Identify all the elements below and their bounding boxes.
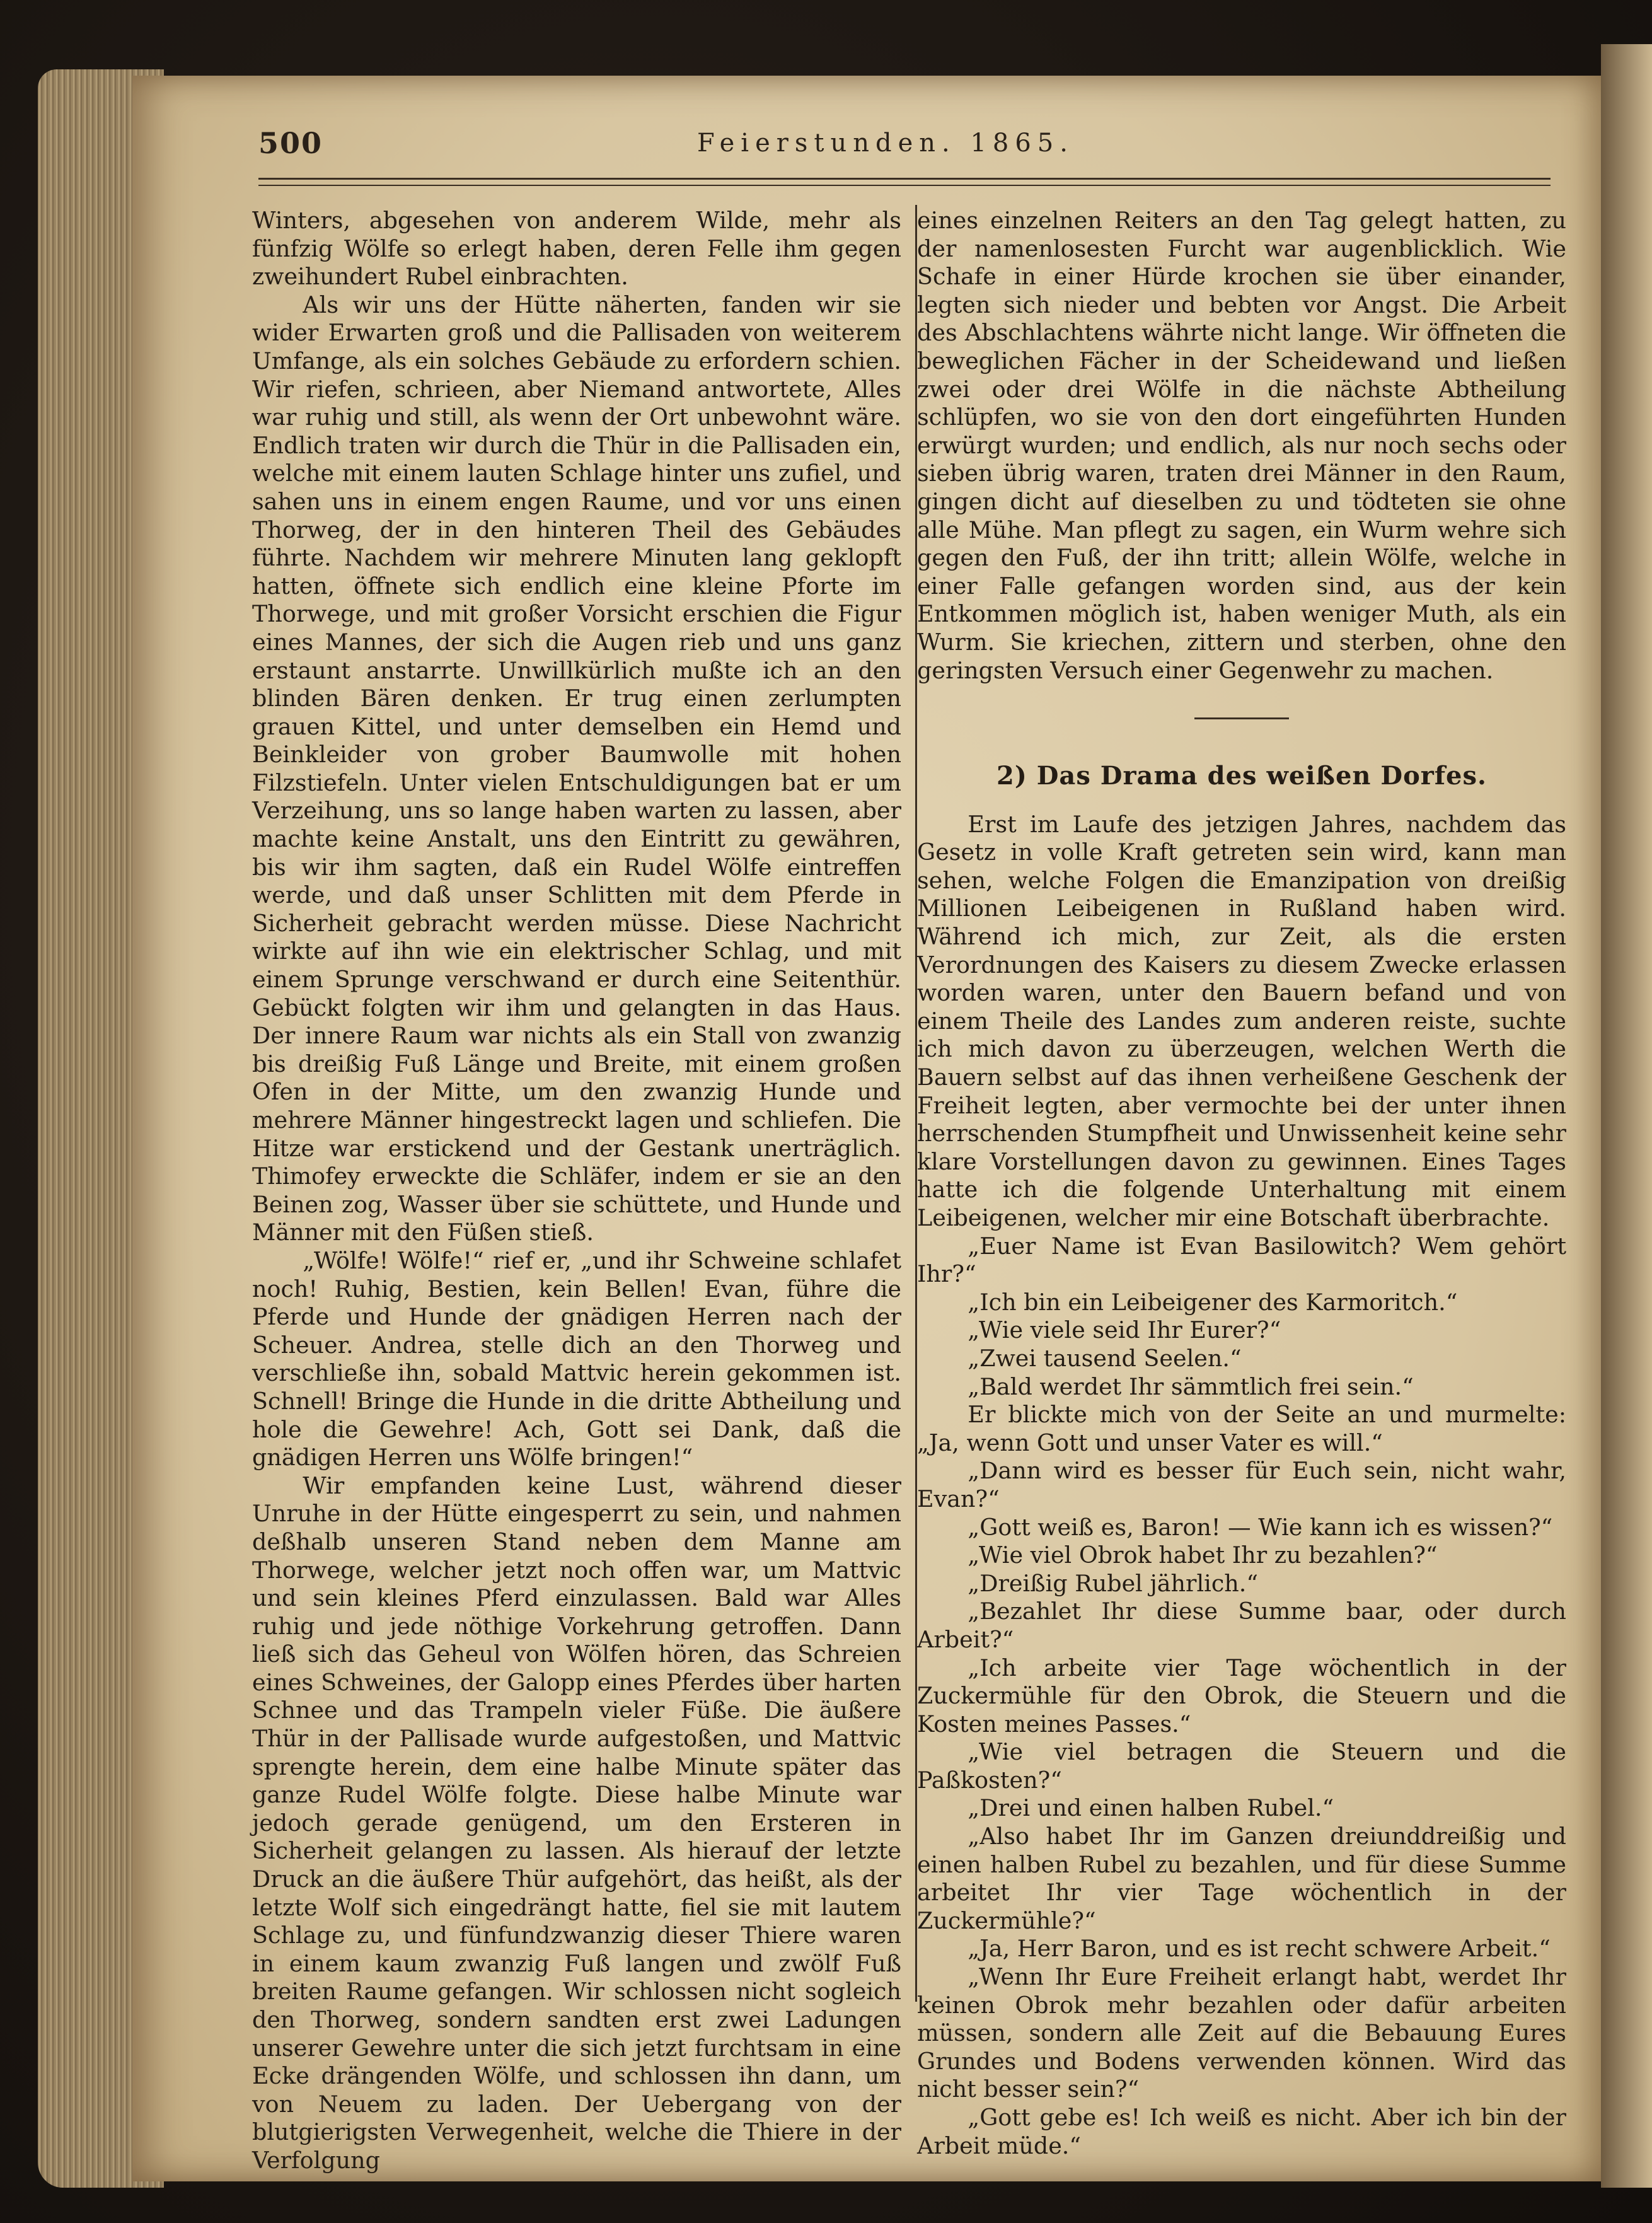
dialogue-line: „Euer Name ist Evan Basilowitch? Wem gehört Ihr?“ — [917, 1232, 1566, 1288]
right-column — [917, 207, 1566, 2160]
paragraph: Wir empfanden keine Lust, während dieser Unruhe in der Hütte eingesperrt zu sein, und nahmen deßhalb unseren Stand neben dem Manne am Thorwege, welcher jetzt noch offen war, um Mattvic und sein kleines Pferd einzulassen. Bald war Alles ruhig und jede nöthige Vorkehrung getroffen. Dann ließ sich das Geheul von Wölfen hören, das Schreien eines Schweines, der Galopp eines Pferdes über harten Schnee und das Trampeln vieler Füße. Die äußere Thür in der Pallisade wurde aufgestoßen, und Mattvic sprengte herein, dem eine halbe Minute später das ganze Rudel Wölfe folgte. Diese halbe Minute war jedoch gerade genügend, um den Ersteren in Sicherheit gelangen zu lassen. Als hierauf der letzte Druck an die äußere Thür aufgehört, das heißt, als der letzte Wolf sich eingedrängt hatte, fiel sie mit lautem Schlage zu, und fünfundzwanzig dieser Thiere waren in einem kaum zwanzig Fuß langen und zwölf Fuß breiten Raume gefangen. Wir schlossen nicht sogleich den Thorweg, sondern sandten erst zwei Ladungen unserer Gewehre unter die sich jetzt furchtsam in eine Ecke drängenden Wölfe, und schlossen ihn dann, um von Neuem zu laden. Der Uebergang von der blutgierigsten Verwegenheit, welche die Thiere in der Verfolgung — [252, 1471, 901, 2174]
page-number: 500 — [258, 126, 323, 160]
paragraph: Winters, abgesehen von anderem Wilde, mehr als fünfzig Wölfe so erlegt haben, deren Felle ihm gegen zweihundert Rubel einbrachten. — [252, 207, 901, 291]
page-header — [258, 126, 1513, 177]
dialogue-line: „Ja, Herr Baron, und es ist recht schwere Arbeit.“ — [968, 1935, 1551, 1963]
dialogue-line: „Ich arbeite vier Tage wöchentlich in der Zuckermühle für den Obrok, die Steuern und die Kosten meines Passes.“ — [917, 1654, 1566, 1738]
paragraph: Erst im Laufe des jetzigen Jahres, nachdem das Gesetz in volle Kraft getreten sein wird, kann man sehen, welche Folgen die Emanzipation von dreißig Millionen Leibeigenen in Rußland haben wird. Während ich mich, zur Zeit, als die ersten Verordnungen des Kaisers zu diesem Zwecke erlassen worden waren, unter den Bauern befand und von einem Theile des Landes zum anderen reiste, suchte ich mich davon zu überzeugen, welchen Werth die Bauern selbst auf das ihnen verheißene Geschenk der Freiheit legten, aber vermochte bei der unter ihnen herrschenden Stumpfheit und Unwissenheit keine sehr klare Vorstellungen davon zu gewinnen. Eines Tages hatte ich die folgende Unterhaltung mit einem Leibeigenen, welcher mir eine Botschaft überbrachte. — [917, 810, 1566, 1231]
dialogue-line: „Zwei tausend Seelen.“ — [968, 1344, 1242, 1372]
left-column — [252, 207, 901, 2175]
dialogue-line: „Dreißig Rubel jährlich.“ — [968, 1569, 1259, 1597]
section-rule — [1194, 717, 1289, 719]
header-rule — [258, 178, 1551, 186]
dialogue-line: „Ich bin ein Leibeigener des Karmoritch.“ — [968, 1288, 1458, 1316]
dialogue-line: „Wenn Ihr Eure Freiheit erlangt habt, werdet Ihr keinen Obrok mehr bezahlen oder dafür arbeiten müssen, sondern alle Zeit auf die Bebauung Eures Grundes und Bodens verwenden können. Wird das nicht besser sein?“ — [917, 1963, 1566, 2103]
running-title: Feierstunden. 1865. — [697, 129, 1074, 158]
paragraph: eines einzelnen Reiters an den Tag gelegt hatten, zu der namenlosesten Furcht war augenblicklich. Wie Schafe in einer Hürde krochen sie über einander, legten sich nieder und bebten vor Angst. Die Arbeit des Abschlachtens währte nicht lange. Wir öffneten die beweglichen Fächer in der Scheidewand und ließen zwei oder drei Wölfe in die nächste Abtheilung schlüpfen, wo sie von den dort eingeführten Hunden erwürgt wurden; und endlich, als nur noch sechs oder sieben übrig waren, traten drei Männer in den Raum, gingen dicht auf dieselben zu und tödteten sie ohne alle Mühe. Man pflegt zu sagen, ein Wurm wehre sich gegen den Fuß, der ihn tritt; allein Wölfe, welche in einer Falle gefangen worden sind, aus der kein Entkommen möglich ist, haben weniger Muth, als ein Wurm. Sie kriechen, zittern und sterben, ohne den geringsten Versuch einer Gegenwehr zu machen. — [917, 207, 1566, 684]
facing-page-edge — [1601, 44, 1652, 2188]
dialogue-line: „Wie viel Obrok habet Ihr zu bezahlen?“ — [968, 1541, 1438, 1569]
dialogue-line: „Also habet Ihr im Ganzen dreiunddreißig und einen halben Rubel zu bezahlen, und für diese Summe arbeitet Ihr vier Tage wöchentlich in der Zuckermühle?“ — [917, 1823, 1566, 1934]
dialogue-line: „Wie viele seid Ihr Eurer?“ — [968, 1316, 1281, 1344]
dialogue-line: „Drei und einen halben Rubel.“ — [968, 1794, 1334, 1822]
dialogue-line: „Gott weiß es, Baron! — Wie kann ich es wissen?“ — [968, 1513, 1553, 1541]
paragraph: „Wölfe! Wölfe!“ rief er, „und ihr Schweine schlafet noch! Ruhig, Bestien, kein Bellen! Evan, führe die Pferde und Hunde der gnädigen Herren nach der Scheuer. Andrea, stelle dich an den Thorweg und verschließe ihn, sobald Mattvic herein gekommen ist. Schnell! Bringe die Hunde in die dritte Abtheilung und hole die Gewehre! Ach, Gott sei Dank, daß die gnädigen Herren uns Wölfe bringen!“ — [252, 1246, 901, 1471]
dialogue-line: „Gott gebe es! Ich weiß es nicht. Aber ich bin der Arbeit müde.“ — [917, 2104, 1566, 2159]
dialogue-line: „Bezahlet Ihr diese Summe baar, oder durch Arbeit?“ — [917, 1598, 1566, 1653]
dialogue-line: „Wie viel betragen die Steuern und die Paßkosten?“ — [917, 1738, 1566, 1794]
section-heading: 2) Das Drama des weißen Dorfes. — [996, 761, 1487, 791]
dialogue-line: Er blickte mich von der Seite an und murmelte: „Ja, wenn Gott und unser Vater es will.“ — [917, 1401, 1566, 1456]
dialogue-line: „Bald werdet Ihr sämmtlich frei sein.“ — [968, 1373, 1414, 1400]
paragraph: Als wir uns der Hütte näherten, fanden wir sie wider Erwarten groß und die Pallisaden von weiterem Umfange, als ein solches Gebäude zu erfordern schien. Wir riefen, schrieen, aber Niemand antwortete, Alles war ruhig und still, als wenn der Ort unbewohnt wäre. Endlich traten wir durch die Thür in die Pallisaden ein, welche mit einem lauten Schlage hinter uns zufiel, und sahen uns in einem engen Raume, und vor uns einen Thorweg, der in den hinteren Theil des Gebäudes führte. Nachdem wir mehrere Minuten lang geklopft hatten, öffnete sich endlich eine kleine Pforte im Thorwege, und mit großer Vorsicht erschien die Figur eines Mannes, der sich die Augen rieb und uns ganz erstaunt anstarrte. Unwillkürlich mußte ich an den blinden Bären denken. Er trug einen zerlumpten grauen Kittel, und unter demselben ein Hemd und Beinkleider von grober Baumwolle mit hohen Filzstiefeln. Unter vielen Entschuldigungen bat er um Verzeihung, uns so lange haben warten zu lassen, aber machte keine Anstalt, uns den Eintritt zu gewähren, bis wir ihm sagten, daß ein Rudel Wölfe eintreffen werde, und daß unser Schlitten mit dem Pferde in Sicherheit gebracht werden müsse. Diese Nachricht wirkte auf ihn wie ein elektrischer Schlag, und mit einem Sprunge verschwand er durch eine Seitenthür. Gebückt folgten wir ihm und gelangten in das Haus. Der innere Raum war nichts als ein Stall von zwanzig bis dreißig Fuß Länge und Breite, mit einem großen Ofen in der Mitte, um den zwanzig Hunde und mehrere Männer hingestreckt lagen und schliefen. Die Hitze war erstickend und der Gestank unerträglich. Thimofey erweckte die Schläfer, indem er sie an den Beinen zog, Wasser über sie schüttete, und Hunde und Männer mit den Füßen stieß. — [252, 291, 901, 1246]
dialogue-line: „Dann wird es besser für Euch sein, nicht wahr, Evan?“ — [917, 1457, 1566, 1512]
